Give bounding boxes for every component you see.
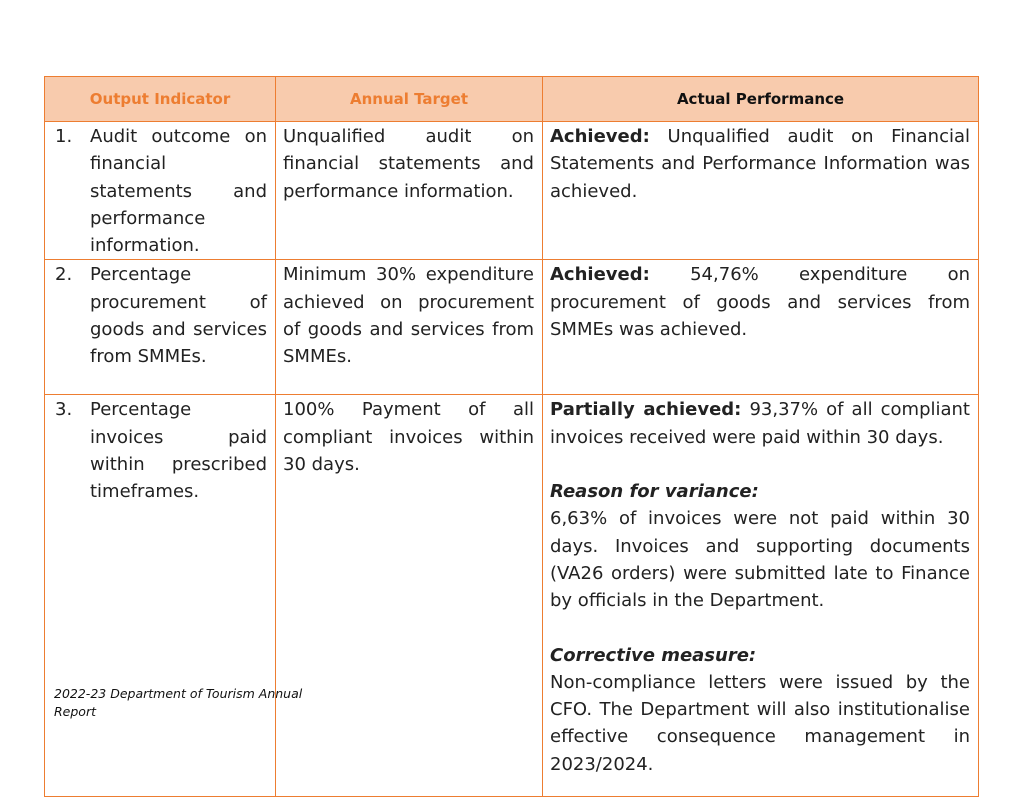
table-header-row xyxy=(45,77,979,122)
performance-text: 93,37% of all compliant invoices received were paid within 30 days. xyxy=(550,399,970,448)
performance-text: 54,76% expenditure on procurement of goods and services from SMMEs was achieved. xyxy=(550,264,970,341)
performance-cell xyxy=(543,260,979,395)
report-footer: 2022-23 Department of Tourism Annual Report xyxy=(54,686,303,719)
row-number: 3. xyxy=(55,399,73,421)
corrective-heading: Corrective measure: xyxy=(550,644,757,666)
status-label: Achieved: xyxy=(550,126,650,147)
row-number: 1. xyxy=(55,126,73,147)
indicator-cell xyxy=(45,395,276,797)
performance-cell xyxy=(543,395,979,797)
performance-text: Unqualified audit on Financial Statements and Performance Information was achieved. xyxy=(550,126,970,202)
indicator-text: Audit outcome on financial statements and performance information. xyxy=(90,126,267,257)
indicator-text: Percentage procurement of goods and services from SMMEs. xyxy=(90,264,267,368)
performance-cell xyxy=(543,122,979,260)
header-output-indicator: Output Indicator xyxy=(45,77,276,122)
indicator-cell xyxy=(45,122,276,260)
variance-heading: Reason for variance: xyxy=(550,481,759,503)
header-actual-performance: Actual Performance xyxy=(543,77,979,122)
variance-text: 6,63% of invoices were not paid within 30 days. Invoices and supporting documents (VA26 orders) were submitted late to Finance by officials in the Department. xyxy=(550,508,970,612)
target-cell: Unqualified audit on financial statements and performance information. xyxy=(276,122,543,260)
table-row xyxy=(45,395,979,797)
table-row xyxy=(45,122,979,260)
corrective-text: Non-compliance letters were issued by the CFO. The Department will also institutionalise effective consequence management in 2023/2024. xyxy=(550,671,970,775)
indicator-cell xyxy=(45,260,276,395)
header-annual-target: Annual Target xyxy=(276,77,543,122)
status-label: Partially achieved: xyxy=(550,399,742,421)
status-label: Achieved: xyxy=(550,264,650,286)
row-number: 2. xyxy=(55,264,73,286)
indicator-text: Percentage invoices paid within prescribed timeframes. xyxy=(90,399,267,503)
table-row xyxy=(45,260,979,395)
target-cell: 100% Payment of all compliant invoices within 30 days. xyxy=(276,395,543,797)
target-cell: Minimum 30% expenditure achieved on procurement of goods and services from SMMEs. xyxy=(276,260,543,395)
